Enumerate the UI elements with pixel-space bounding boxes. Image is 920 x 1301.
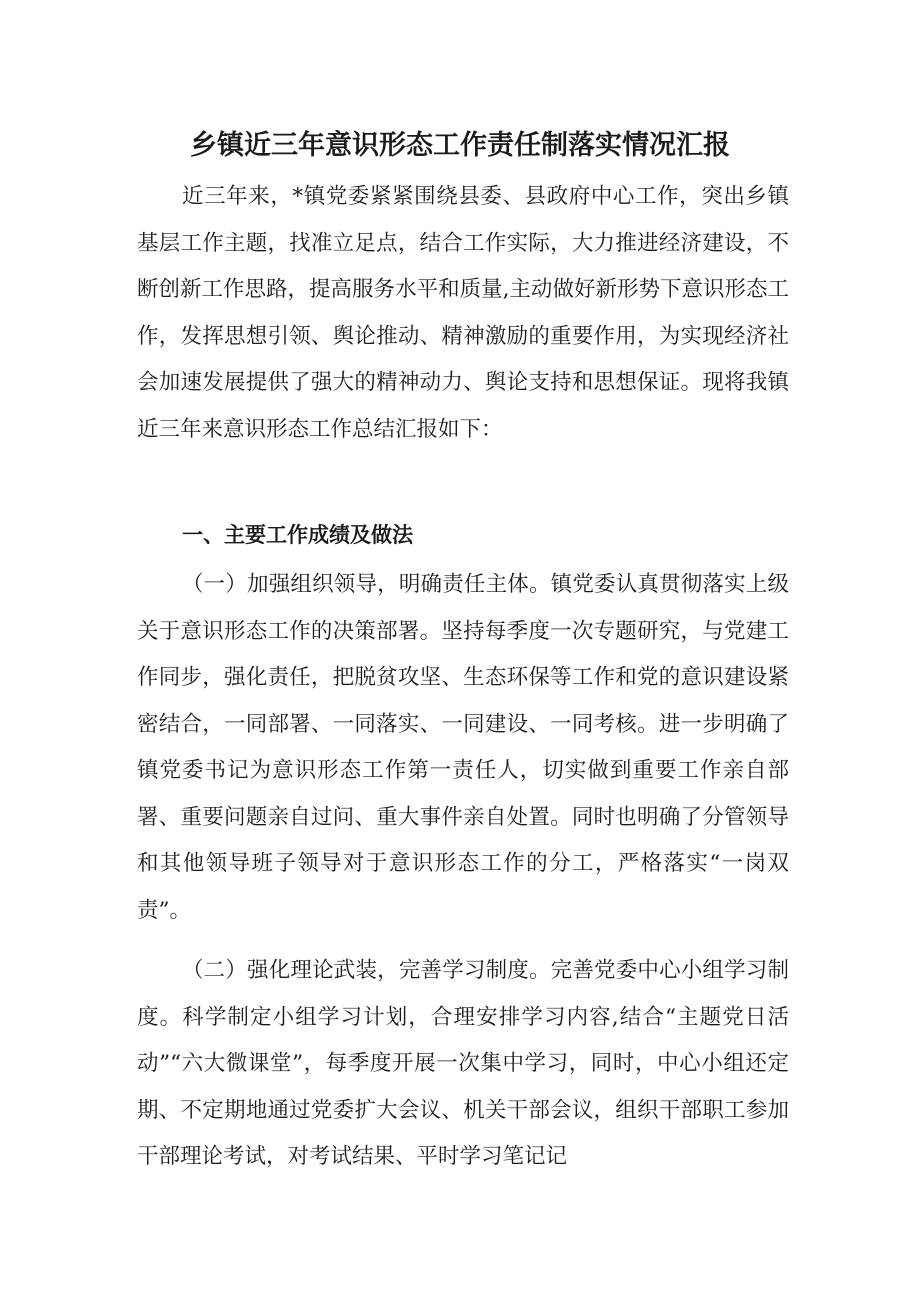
document-title: 乡镇近三年意识形态工作责任制落实情况汇报 xyxy=(190,130,730,162)
paragraph-organization-leadership: （一）加强组织领导，明确责任主体。镇党委认真贯彻落实上级关于意识形态工作的决策部署。坚持每季度一次专题研究，与党建工作同步，强化责任，把脱贫攻坚、生态环保等工作和党的意识建设紧密结合，一同部署、一同落实、一同建设、一同考核。进一步明确了镇党委书记为意识形态工作第一责任人，切实做到重要工作亲自部署、重要问题亲自过问、重大事件亲自处置。同时也明确了分管领导和其他领导班子领导对于意识形态工作的分工，严格落实“一岗双责”。 xyxy=(137,572,789,923)
section-heading: 一、主要工作成绩及做法 xyxy=(182,523,413,547)
paragraph-theory-study: （二）强化理论武装，完善学习制度。完善党委中心小组学习制度。科学制定小组学习计划，合理安排学习内容,结合“主题党日活动”“六大微课堂”，每季度开展一次集中学习，同时，中心小组还定期、不定期地通过党委扩大会议、机关干部会议，组织干部职工参加干部理论考试，对考试结果、平时学习笔记记 xyxy=(137,958,789,1169)
intro-paragraph: 近三年来，*镇党委紧紧围绕县委、县政府中心工作，突出乡镇基层工作主题，找准立足点，结合工作实际，大力推进经济建设，不断创新工作思路，提高服务水平和质量,主动做好新形势下意识形态工作，发挥思想引领、舆论推动、精神激励的重要作用，为实现经济社会加速发展提供了强大的精神动力、舆论支持和思想保证。现将我镇近三年来意识形态工作总结汇报如下： xyxy=(137,184,789,442)
